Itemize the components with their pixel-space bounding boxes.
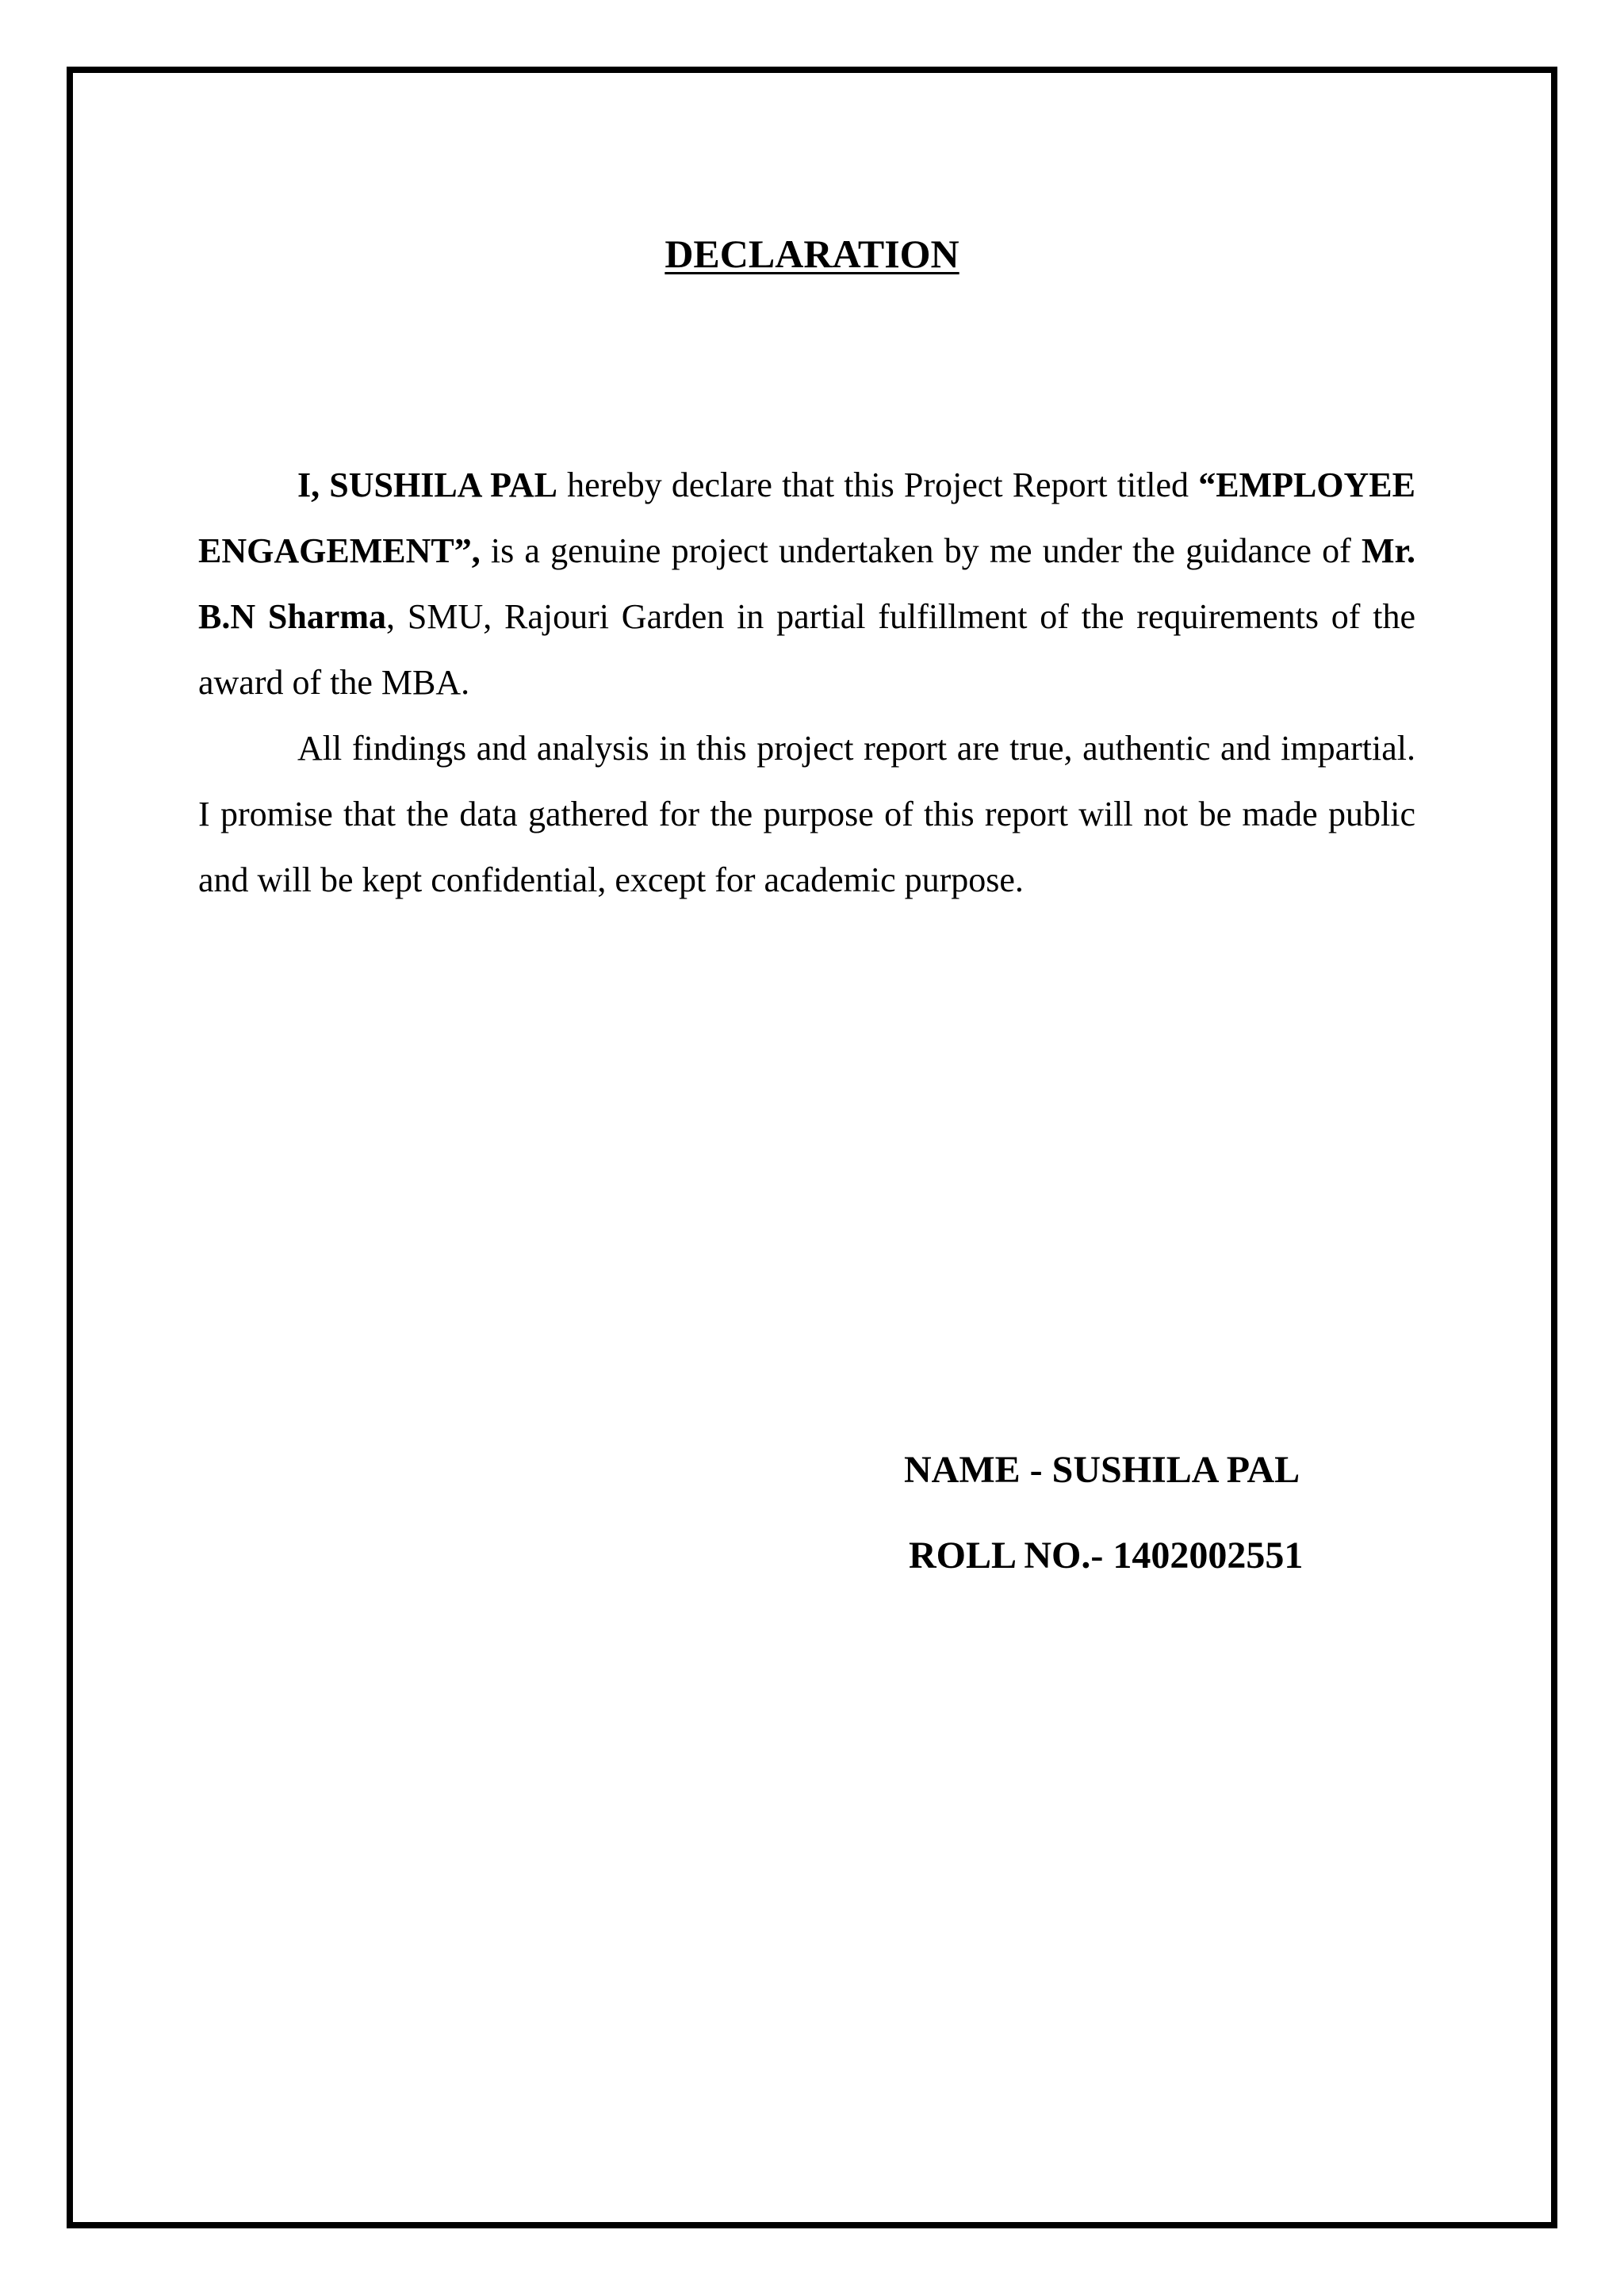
- declaration-body: [198, 452, 1415, 913]
- signature-name: NAME - SUSHILA PAL: [904, 1449, 1300, 1491]
- declaration-paragraph-1: [198, 452, 1415, 715]
- project-title: “EMPLOYEE ENGAGEMENT”,: [198, 466, 1415, 570]
- declaration-paragraph-2: All findings and analysis in this project report are true, authentic and impartial. I promise that the data gathered for the purpose of this report will not be made public and will be kept confidential, except for academic purpose.: [198, 729, 1415, 899]
- signature-block: [904, 1427, 1443, 1599]
- page-border: [67, 67, 1557, 2228]
- guide-name: Mr. B.N Sharma: [198, 531, 1415, 636]
- paragraph-1-text-3: , SMU, Rajouri Garden in partial fulfillment of the requirements of the award of the MBA.: [198, 597, 1415, 702]
- declarant-name: I, SUSHILA PAL: [297, 466, 557, 504]
- page-title: DECLARATION: [665, 232, 959, 276]
- signature-roll-number: ROLL NO.- 1402002551: [909, 1534, 1304, 1577]
- paragraph-1-text-2: is a genuine project undertaken by me under the guidance of: [480, 531, 1362, 570]
- paragraph-1-text-1: hereby declare that this Project Report titled: [557, 466, 1199, 504]
